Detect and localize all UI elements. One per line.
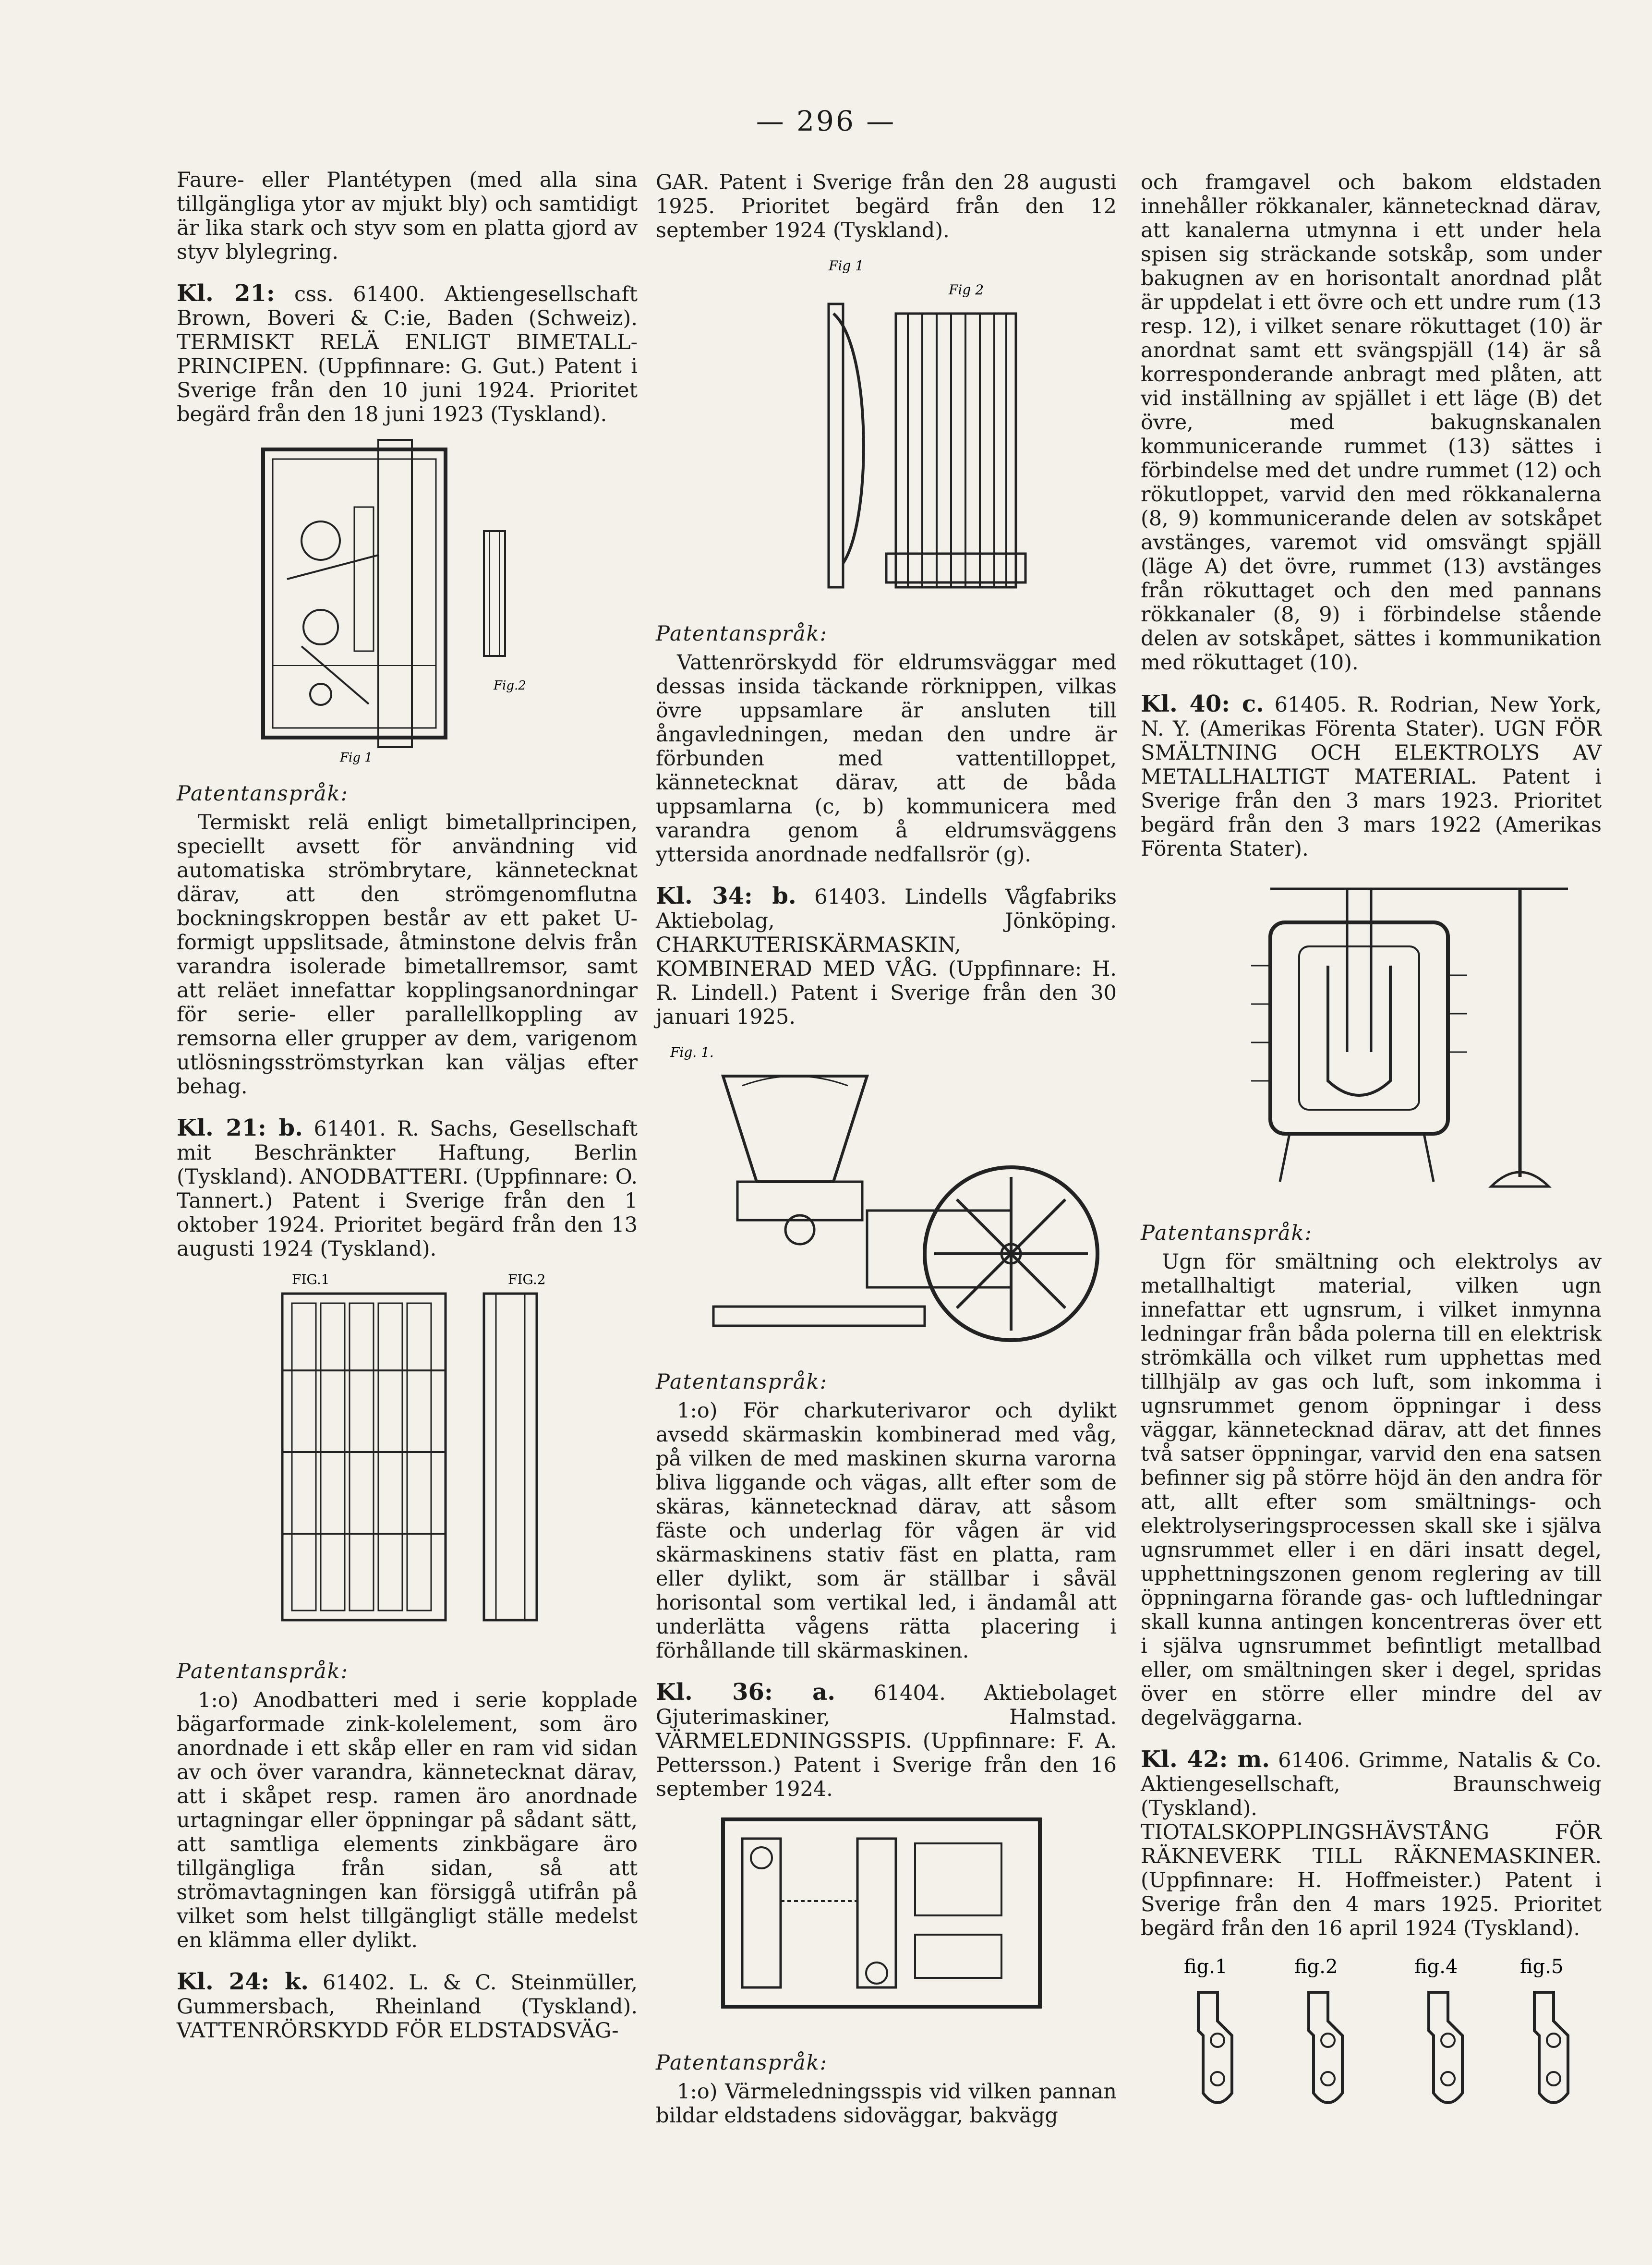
- patent-class: Kl. 34: b.: [656, 883, 796, 909]
- claim-heading: Patentanspråk:: [656, 622, 828, 646]
- fig-label: Fig. 1.: [670, 1044, 714, 1060]
- patent-entry-61403: [656, 884, 1117, 1029]
- fig2-label: Fig 2: [949, 282, 984, 298]
- fig4-label: fig.4: [1414, 1956, 1458, 1978]
- continued-text: GAR. Patent i Sverige från den 28 augusti 1925. Prioritet begärd från den 12 september 1924 (Tyskland).: [656, 170, 1117, 242]
- figure-water-tube-guard: [718, 251, 1054, 606]
- figure-slicer-scale: [665, 1038, 1107, 1355]
- patent-entry-61402: [177, 1970, 638, 2043]
- claim-text: Ugn för smältning och elektrolys av metallhaltigt material, vilken ugn innefattar ett ugnsrum, i vilket inmynna ledningar från båda polerna till en elektrisk strömkälla och vilket rum upphettas med tillhjälp av gas och luft, som inkomma i ugnsrummet genom öppningar i dess väggar, kännetecknad därav, att det finnes två satser öppningar, varvid den ena satsen befinner sig på större höjd än den andra för att, allt efter som smältnings- och elektrolyseringsprocessen skall ske i själva ugnsrummet eller i en däri insatt degel, upphettningszonen genom reglering av till öppningarna förande gas- och luftledningar skall kunna antingen koncentreras över ett i själva ugnsrummet befintligt metallbad eller, om smältningen sker i degel, spridas över en större eller mindre del av degelväggarna.: [1141, 1250, 1602, 1730]
- claim-text: Termiskt relä enligt bimetallprincipen, speciellt avsett för användning vid automatiska strömbrytare, kännetecknat därav, att den strömgenomflutna bockningskroppen består av ett paket U-formigt uppslitsade, åtminstone delvis från varandra isolerade bimetallremsor, samt att reläet innefattar kopplingsanordningar för serie- eller parallellkoppling av remsorna eller grupper av dem, varigenom utlösningsströmstyrkan kan väljas efter behag.: [177, 811, 638, 1099]
- continued-text: och framgavel och bakom eldstaden innehåller rökkanaler, kännetecknad därav, att kanalerna utmynna i ett under hela spisen sig sträckande sotskåp, som under bakugnen av en horisontalt anordnad plåt är uppdelat i ett övre och ett undre rum (13 resp. 12), i vilket senare rökuttaget (10) är anordnat samt ett svängspjäll (14) är så korresponderande anbragt med plåten, att vid inställning av spjället i ett läge (B) det övre, med bakugnskanalen kommunicerande rummet (13) sättes i förbindelse med det undre rummet (12) och rökutloppet, varvid den med rökkanalerna (8, 9) kommunicerande delen av sotskåpet avstänges, varemot vid omsvängt spjäll (läge A) det övre, rummet (13) avstänges från rökuttaget och den med pannans rökkanaler (8, 9) i förbindelse stående delen av sotskåpet, sättes i kommunikation med rökuttaget (10).: [1141, 170, 1602, 675]
- patent-entry-61406: [1141, 1747, 1602, 1940]
- fig1-label: Fig 1: [829, 258, 864, 274]
- claim-heading: Patentanspråk:: [656, 2051, 828, 2075]
- patent-text: 61404. Aktiebolaget Gjuterimaskiner, Halmstad. VÄRMELEDNINGSSPIS. (Uppfinnare: F. A. Pettersson.) Patent i Sverige från den 16 september 1924.: [656, 1681, 1117, 1801]
- claim-text: 1:o) Värmeledningsspis vid vilken pannan bildar eldstadens sidoväggar, bakvägg: [656, 2080, 1117, 2128]
- fig2-label: FIG.2: [508, 1272, 546, 1287]
- claim-text: Vattenrörskydd för eldrumsväggar med dessas insida täckande rörknippen, vilkas övre uppsamlare är ansluten till ångavledningen, medan den undre är förbunden med vattentilloppet, kännetecknat därav, att de båda uppsamlarna (c, b) kommunicera med varandra genom å eldrumsväggens yttersida anordnade nedfallsrör (g).: [656, 651, 1117, 867]
- patent-text: 61401. R. Sachs, Gesellschaft mit Beschränkter Haftung, Berlin (Tyskland). ANODBATTERI. (Uppfinnare: O. Tannert.) Patent i Sverige från den 1 oktober 1924. Prioritet begärd från den 13 augusti 1924 (Tyskland).: [177, 1117, 638, 1261]
- patent-text: 61406. Grimme, Natalis & Co. Aktiengesellschaft, Braunschweig (Tyskland). TIOTALSKOPPLINGSHÄVSTÅNG FÖR RÄKNEVERK TILL RÄKNEMASKINER. (Uppfinnare: H. Hoffmeister.) Patent i Sverige från den 4 mars 1925. Prioritet begärd från den 16 april 1924 (Tyskland).: [1141, 1748, 1602, 1940]
- patent-text: 61402. L. & C. Steinmüller, Gummersbach, Rheinland (Tyskland). VATTENRÖRSKYDD FÖR ELDSTADSVÄG-: [177, 1971, 638, 2043]
- claim-heading: Patentanspråk:: [177, 782, 349, 806]
- fig2-label: Fig.2: [494, 678, 526, 693]
- patent-class: Kl. 36: a.: [656, 1679, 835, 1706]
- patent-text: css. 61400. Aktiengesellschaft Brown, Boveri & C:ie, Baden (Schweiz). TERMISKT RELÄ ENLIGT BIMETALL-PRINCIPEN. (Uppfinnare: G. Gut.) Patent i Sverige från den 10 juni 1924. Prioritet begärd från den 18 juni 1923 (Tyskland).: [177, 282, 638, 426]
- patent-class: Kl. 21: b.: [177, 1114, 303, 1141]
- fig1-label: FIG.1: [292, 1272, 330, 1287]
- patent-entry-61400: [177, 281, 638, 426]
- patent-entry-61401: [177, 1116, 638, 1261]
- patent-class: Kl. 24: k.: [177, 1968, 309, 1995]
- continued-text: Faure- eller Plantétypen (med alla sina tillgängliga ytor av mjukt bly) och samtidigt är lika stark och styv som en platta gjord av styv blylegring.: [177, 168, 638, 264]
- column-3: [1141, 170, 1602, 2131]
- patent-text: 61405. R. Rodrian, New York, N. Y. (Amerikas Förenta Stater). UGN FÖR SMÄLTNING OCH ELEKTROLYS AV METALLHALTIGT MATERIAL. Patent i Sverige från den 3 mars 1923. Prioritet begärd från den 3 mars 1922 (Amerikas Förenta Stater).: [1141, 693, 1602, 861]
- patent-class: Kl. 42: m.: [1141, 1746, 1270, 1773]
- claim-heading: Patentanspråk:: [656, 1370, 828, 1394]
- figure-carry-lever: [1146, 1949, 1597, 2122]
- patent-class: Kl. 40: c.: [1141, 690, 1264, 717]
- claim-heading: Patentanspråk:: [177, 1659, 349, 1684]
- fig5-label: fig.5: [1520, 1956, 1564, 1978]
- patent-class: Kl. 21:: [177, 280, 275, 307]
- patent-entry-61404: [656, 1680, 1117, 1801]
- column-1: [177, 168, 638, 2043]
- patent-entry-61405: [1141, 692, 1602, 861]
- page-number: — 296 —: [756, 105, 896, 137]
- figure-thermal-relay: [244, 435, 570, 766]
- fig2-label: fig.2: [1294, 1956, 1338, 1978]
- patent-text: 61403. Lindells Vågfabriks Aktiebolag, Jönköping. CHARKUTERISKÄRMASKIN, KOMBINERAD MED VÅG. (Uppfinnare: H. R. Lindell.) Patent i Sverige från den 30 januari 1925.: [656, 885, 1117, 1029]
- fig1-label: Fig 1: [340, 751, 373, 765]
- figure-heating-stove: [694, 1810, 1078, 2035]
- figure-anode-battery: [234, 1270, 580, 1644]
- claim-text: 1:o) Anodbatteri med i serie kopplade bägarformade zink-kolelement, som äro anordnade i ett skåp eller en ram vid sidan av och över varandra, kännetecknat därav, att i skåpet resp. ramen äro anordnade urtagningar eller öppningar på sådant sätt, att samtliga elements zinkbägare äro tillgängliga från sidan, så att strömavtagningen kan försiggå utifrån på vilket som helst tillgängligt ställe medelst en klämma eller dylikt.: [177, 1688, 638, 1952]
- column-2: [656, 170, 1117, 2128]
- fig1-label: fig.1: [1184, 1956, 1228, 1978]
- claim-text: 1:o) För charkuterivaror och dylikt avsedd skärmaskin kombinerad med våg, på vilken de med maskinen skurna varorna bliva liggande och vägas, allt efter som de skäras, kännetecknad därav, att såsom fäste och underlag för vågen är vid skärmaskinens stativ fäst en platta, ram eller dylikt, som är ställbar i såväl horisontal som vertikal led, i ändamål att underlätta vågens rätta placering i förhållande till skärmaskinen.: [656, 1399, 1117, 1663]
- figure-smelting-furnace: [1155, 870, 1587, 1206]
- claim-heading: Patentanspråk:: [1141, 1221, 1313, 1245]
